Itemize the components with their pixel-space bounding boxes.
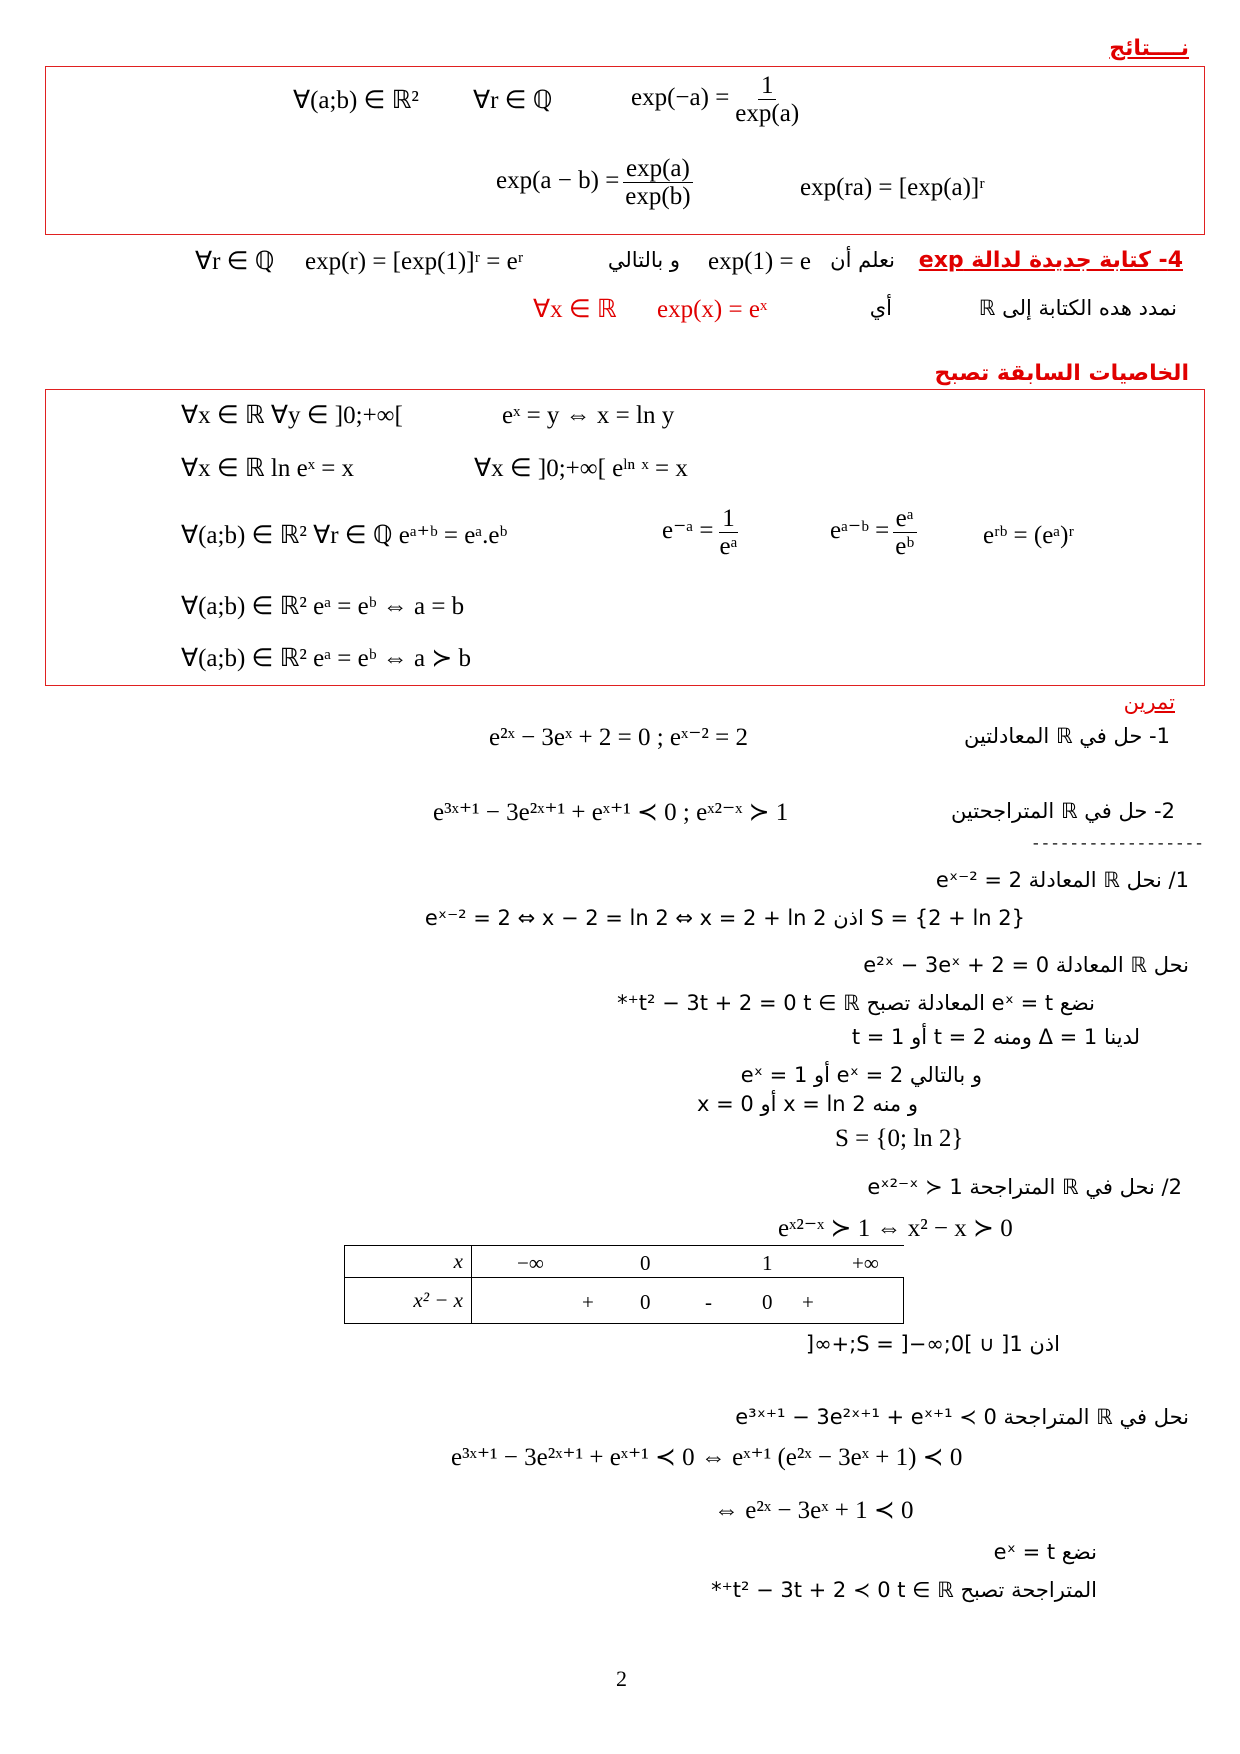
formula: ∀x ∈ ℝ	[533, 296, 617, 323]
solution-line: نضع eˣ = t	[993, 1540, 1097, 1564]
numerator: 1	[758, 72, 777, 100]
solution-line: ⇔ e²ˣ − 3eˣ + 1 ≺ 0	[714, 1497, 914, 1524]
solution-line: S = {2 + ln 2} اذن eˣ⁻² = 2 ⇔ x − 2 = ln 2 ⇔ x = 2 + ln 2	[424, 906, 1025, 930]
text: نعلم أن	[830, 248, 895, 272]
denominator: exp(b)	[625, 183, 691, 210]
separator: ------------------	[1031, 835, 1204, 853]
fraction	[892, 505, 917, 560]
formula-part: eᵃ⁻ᵇ =	[830, 517, 890, 545]
text: نمدد هده الكتابة إلى ℝ	[978, 296, 1177, 320]
question-2: 2- حل في ℝ المتراجحتين	[950, 799, 1175, 823]
formula: e³ˣ⁺¹ − 3e²ˣ⁺¹ + eˣ⁺¹ ≺ 0 ; eˣ²⁻ˣ ≻ 1	[433, 799, 789, 826]
formula: ∀(a;b) ∈ ℝ² eᵃ = eᵇ ⇔ a ≻ b	[181, 645, 472, 672]
solution-line: و منه x = ln 2 أو x = 0	[697, 1092, 918, 1116]
formula: ∀x ∈ ℝ ln eˣ = x	[181, 455, 355, 482]
denominator: exp(a)	[735, 100, 800, 127]
formula: ∀(a;b) ∈ ℝ² ∀r ∈ ℚ eᵃ⁺ᵇ = eᵃ.eᵇ	[181, 522, 508, 549]
formula-part: exp(a − b) =	[496, 167, 620, 195]
solution-line: S = {0; ln 2}	[835, 1125, 964, 1152]
solution-line: و بالتالي eˣ = 2 أو eˣ = 1	[740, 1063, 982, 1087]
numerator: 1	[719, 505, 738, 533]
formula	[496, 155, 697, 210]
text: أي	[869, 296, 892, 320]
cell: +∞	[852, 1251, 879, 1275]
solution-line: نحل ℝ المعادلة e²ˣ − 3eˣ + 2 = 0	[863, 953, 1189, 977]
cell: 0	[762, 1290, 773, 1314]
results-title: نــــتائج	[1109, 36, 1189, 61]
solution-line: نحل في ℝ المتراجحة e³ˣ⁺¹ − 3e²ˣ⁺¹ + eˣ⁺¹ ≺ 0	[735, 1405, 1189, 1429]
formula: eˣ = y ⇔ x = ln y	[502, 402, 675, 429]
properties-title: الخاصيات السابقة تصبح	[934, 361, 1189, 386]
solution-line: e³ˣ⁺¹ − 3e²ˣ⁺¹ + eˣ⁺¹ ≺ 0 ⇔ eˣ⁺¹ (e²ˣ − 3eˣ + 1) ≺ 0	[451, 1444, 963, 1471]
formula	[662, 505, 743, 560]
section-heading: 4- كتابة جديدة لدالة exp	[918, 248, 1183, 273]
formula: exp(r) = [exp(1)]ʳ = eʳ	[305, 248, 524, 275]
sign-table	[344, 1245, 904, 1324]
table-sign-values	[472, 1278, 904, 1324]
formula: e²ˣ − 3eˣ + 2 = 0 ; eˣ⁻² = 2	[489, 724, 748, 751]
solution-line: المتراجحة تصبح t² − 3t + 2 ≺ 0 t ∈ ℝ⁺*	[711, 1578, 1097, 1602]
text: و بالتالي	[607, 248, 680, 272]
formula: exp(x) = eˣ	[657, 296, 768, 323]
denominator: eᵃ	[719, 533, 738, 560]
numerator: exp(a)	[623, 155, 693, 183]
solution-line: 2/ نحل في ℝ المتراجحة eˣ²⁻ˣ ≻ 1	[867, 1175, 1182, 1199]
solution-line: eˣ²⁻ˣ ≻ 1 ⇔ x² − x ≻ 0	[778, 1215, 1013, 1242]
cell: 0	[640, 1290, 651, 1314]
fraction	[716, 505, 740, 560]
cell: 1	[762, 1251, 773, 1275]
fraction	[732, 72, 802, 127]
cell: 0	[640, 1251, 651, 1275]
cell: −∞	[517, 1251, 544, 1275]
solution-line: نضع eˣ = t المعادلة تصبح t² − 3t + 2 = 0 t ∈ ℝ⁺*	[617, 991, 1095, 1015]
fraction	[622, 155, 693, 210]
question-1: 1- حل في ℝ المعادلتين	[963, 724, 1170, 748]
formula: ∀x ∈ ]0;+∞[ eˡⁿ ˣ = x	[474, 455, 688, 482]
numerator: eᵃ	[893, 505, 917, 533]
table-header-values	[472, 1246, 904, 1278]
cell: +	[802, 1290, 814, 1314]
formula: eʳᵇ = (eᵃ)ʳ	[983, 522, 1074, 549]
formula: ∀r ∈ ℚ	[195, 248, 275, 275]
formula-part: exp(−a) =	[631, 84, 730, 112]
formula: ∀(a;b) ∈ ℝ²	[293, 87, 419, 114]
solution-line: لدينا Δ = 1 ومنه t = 2 أو t = 1	[851, 1025, 1140, 1049]
formula: ∀r ∈ ℚ	[473, 87, 553, 114]
formula: exp(ra) = [exp(a)]ʳ	[800, 174, 985, 201]
page-number: 2	[616, 1666, 627, 1691]
formula	[830, 505, 920, 560]
exercise-title: تمرين	[1123, 690, 1175, 714]
table-row-label: x² − x	[345, 1278, 472, 1324]
table-header: x	[345, 1246, 472, 1278]
formula: exp(1) = e	[708, 248, 811, 275]
solution-line: 1/ نحل ℝ المعادلة eˣ⁻² = 2	[935, 868, 1189, 892]
formula: ∀(a;b) ∈ ℝ² eᵃ = eᵇ ⇔ a = b	[181, 593, 465, 620]
formula: ∀x ∈ ℝ ∀y ∈ ]0;+∞[	[181, 402, 403, 429]
cell: -	[705, 1290, 712, 1314]
formula-part: e⁻ᵃ =	[662, 517, 714, 545]
formula	[631, 72, 805, 127]
denominator: eᵇ	[895, 533, 915, 560]
cell: +	[582, 1290, 594, 1314]
solution-line: اذن S = ]−∞;0[ ∪ ]1;+∞[	[805, 1332, 1060, 1356]
